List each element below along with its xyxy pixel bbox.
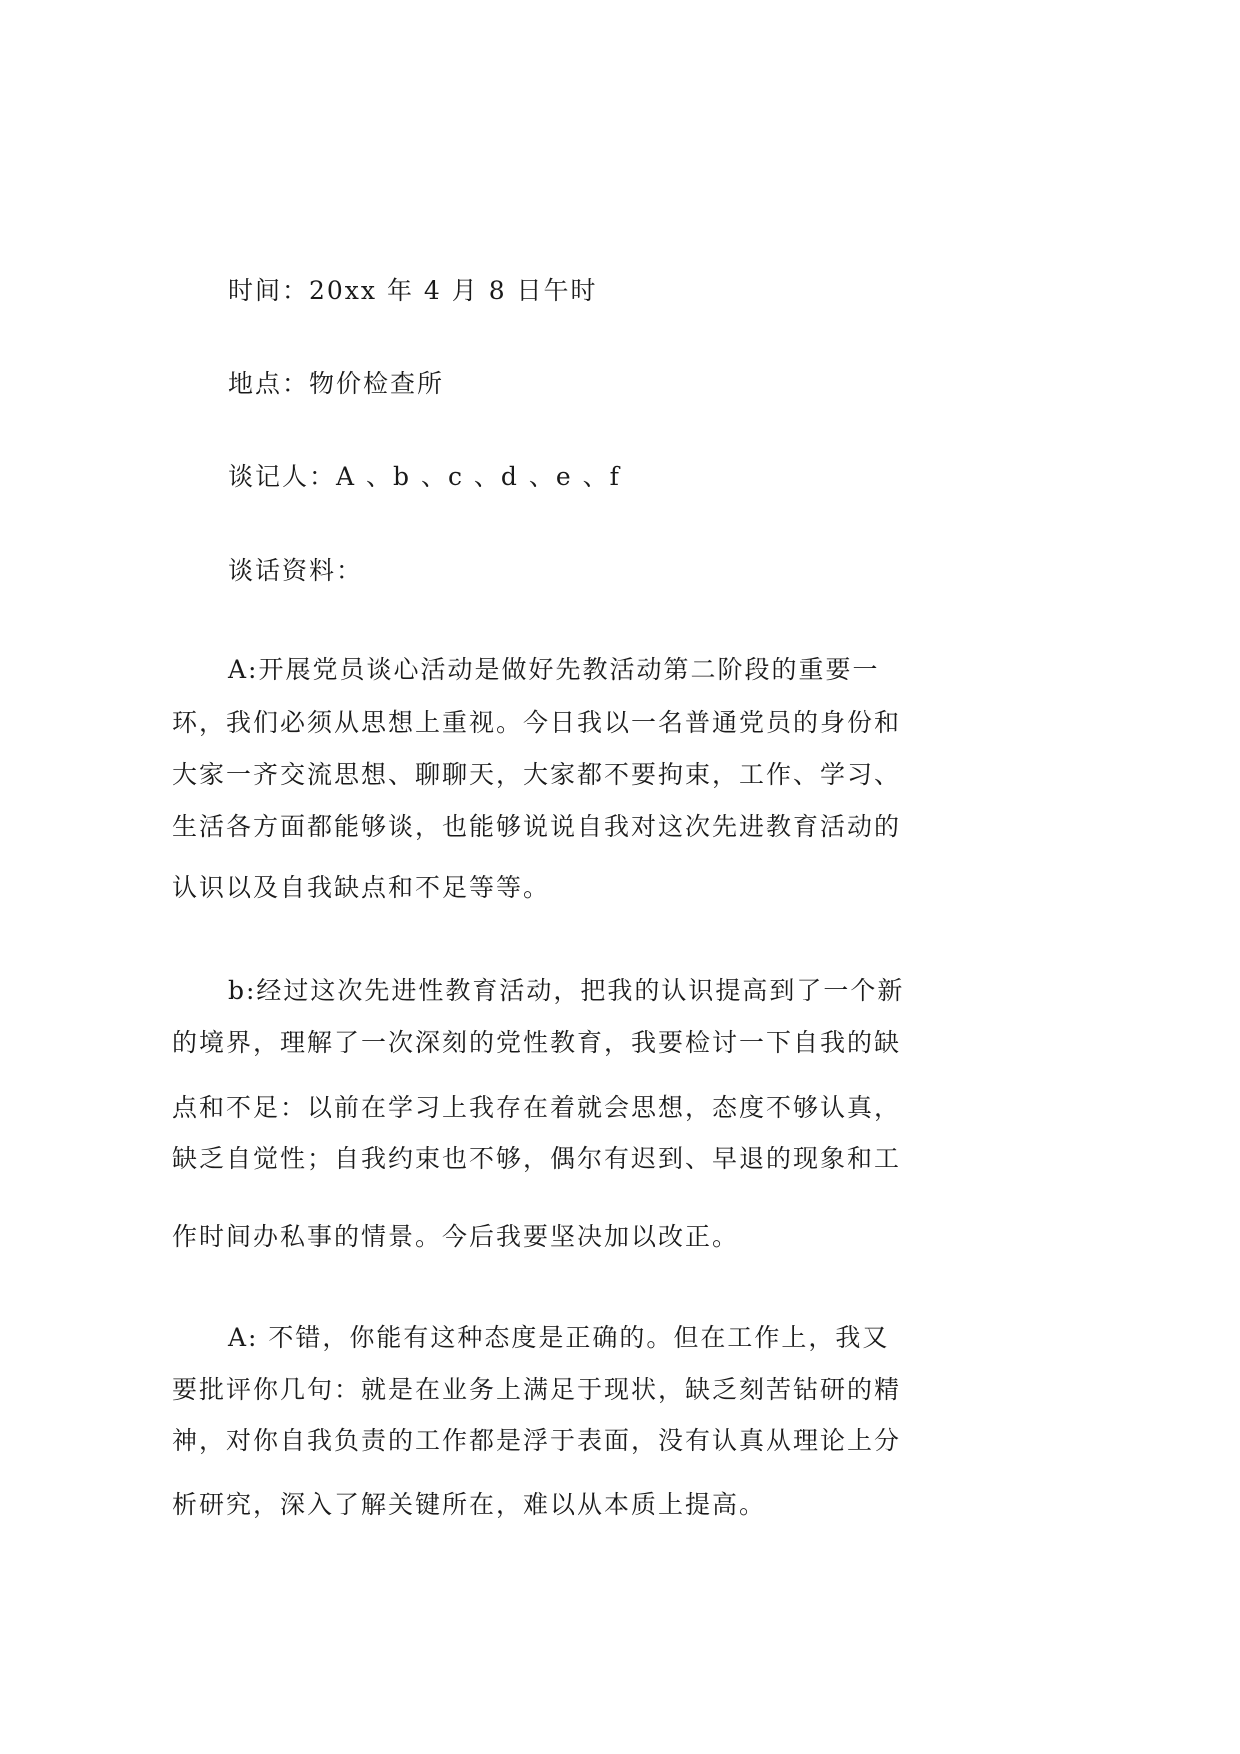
paragraph-line: 缺乏自觉性；自我约束也不够，偶尔有迟到、早退的现象和工 xyxy=(172,1144,902,1173)
paragraph-line: 环，我们必须从思想上重视。今日我以一名普通党员的身份和 xyxy=(172,708,902,737)
content-label: 谈话资料： xyxy=(228,556,364,585)
paragraph-line: 认识以及自我缺点和不足等等。 xyxy=(172,873,551,902)
paragraph-line: 作时间办私事的情景。今后我要坚决加以改正。 xyxy=(172,1222,740,1251)
paragraph-line: 的境界，理解了一次深刻的党性教育，我要检讨一下自我的缺 xyxy=(172,1028,902,1057)
paragraph-line: A: 不错，你能有这种态度是正确的。但在工作上，我又 xyxy=(228,1323,890,1352)
meeting-recorders: 谈记人：A 、b 、c 、d 、e 、f xyxy=(228,462,621,491)
paragraph-line: 大家一齐交流思想、聊聊天，大家都不要拘束，工作、学习、 xyxy=(172,760,902,789)
paragraph-line: 要批评你几句：就是在业务上满足于现状，缺乏刻苦钻研的精 xyxy=(172,1375,902,1404)
paragraph-line: A:开展党员谈心活动是做好先教活动第二阶段的重要一 xyxy=(228,655,880,684)
meeting-time: 时间：20xx 年 4 月 8 日午时 xyxy=(228,276,598,305)
meeting-place: 地点：物价检查所 xyxy=(228,369,445,398)
paragraph-line: 析研究，深入了解关键所在，难以从本质上提高。 xyxy=(172,1490,767,1519)
paragraph-line: 点和不足：以前在学习上我存在着就会思想，态度不够认真， xyxy=(172,1093,902,1122)
paragraph-line: 生活各方面都能够谈，也能够说说自我对这次先进教育活动的 xyxy=(172,812,902,841)
paragraph-line: 神，对你自我负责的工作都是浮于表面，没有认真从理论上分 xyxy=(172,1426,902,1455)
paragraph-line: b:经过这次先进性教育活动，把我的认识提高到了一个新 xyxy=(228,976,905,1005)
